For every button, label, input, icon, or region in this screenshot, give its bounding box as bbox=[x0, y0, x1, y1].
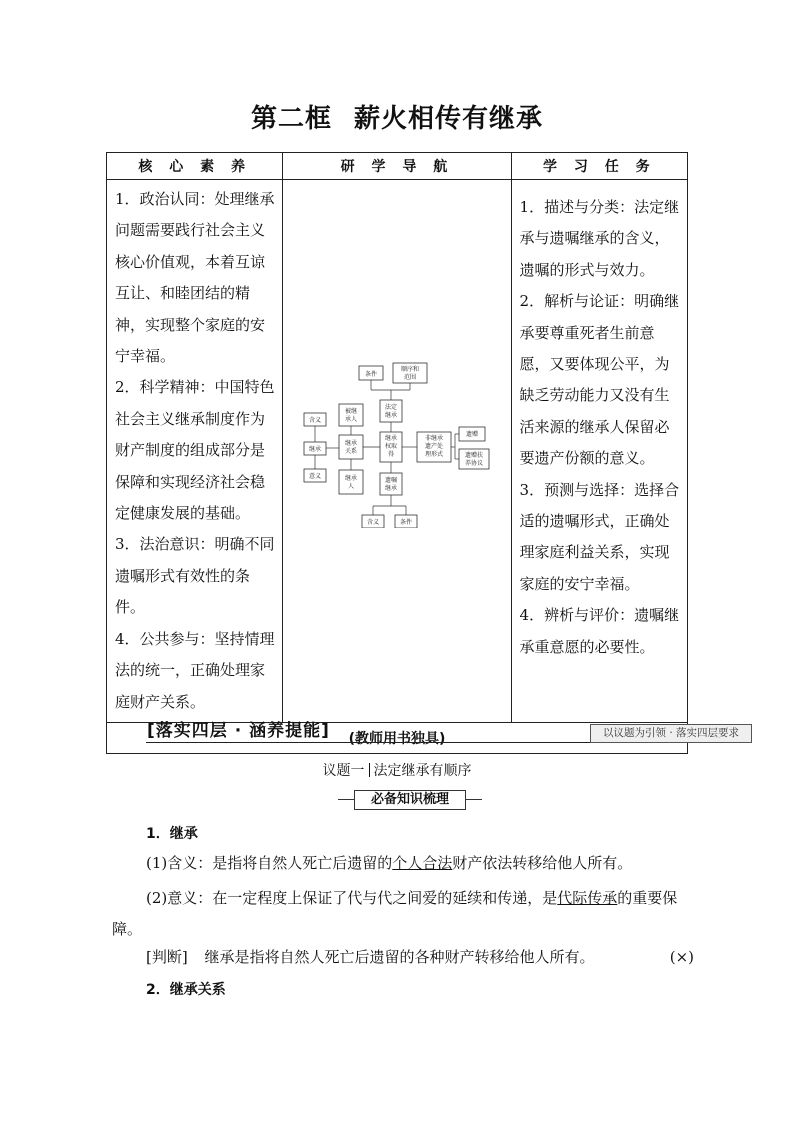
judgement-line bbox=[146, 946, 694, 968]
node-label: 遗赠扶 bbox=[465, 452, 484, 459]
text-segment: 的重要保障。 bbox=[112, 889, 678, 938]
paragraph-significance bbox=[112, 883, 694, 945]
topic-text: 法定继承有顺序 bbox=[373, 763, 472, 779]
node-label: 继承 bbox=[309, 446, 322, 453]
node-label: 继承 bbox=[385, 485, 398, 492]
node-label: 理形式 bbox=[425, 451, 444, 458]
table-footer: (教师用书独具) bbox=[107, 722, 688, 753]
topic-divider bbox=[369, 763, 370, 777]
study-guide-cell bbox=[283, 180, 511, 723]
heading-inheritance-relation: 2．继承关系 bbox=[146, 982, 226, 998]
paragraph-meaning bbox=[146, 852, 694, 874]
header-core-literacy: 核 心 素 养 bbox=[107, 153, 283, 180]
node-label: 被继 bbox=[345, 408, 358, 415]
header-tasks: 学 习 任 务 bbox=[511, 153, 687, 180]
node-label: 承人 bbox=[345, 416, 358, 423]
judge-result: (×) bbox=[669, 948, 694, 966]
node-label: 养协议 bbox=[465, 460, 484, 467]
topic-label: 议题一 bbox=[322, 763, 365, 779]
node-label: 非继承 bbox=[425, 435, 444, 442]
core-literacy-item: 3．法治意识：明确不同遗嘱形式有效性的条件。 bbox=[115, 535, 275, 617]
title-part2: 薪火相传有继承 bbox=[354, 104, 544, 134]
node-label: 继承 bbox=[385, 435, 398, 442]
text-segment: (1)含义：是指将自然人死亡后遗留的 bbox=[146, 854, 393, 872]
text-segment: (2)意义：在一定程度上保证了代与代之间爱的延续和传递，是 bbox=[146, 889, 558, 907]
section-header: [落实四层 · 涵养提能] bbox=[147, 721, 330, 741]
node-label: 继承 bbox=[345, 475, 358, 482]
judge-statement: 继承是指将自然人死亡后遗留的各种财产转移给他人所有。 bbox=[204, 948, 595, 966]
concept-map-diagram bbox=[303, 338, 493, 528]
title-part1: 第二框 bbox=[250, 104, 332, 134]
node-label: 人 bbox=[348, 483, 355, 490]
node-label: 顺序和 bbox=[401, 366, 420, 373]
task-item: 4．辨析与评价：遗嘱继承重意愿的必要性。 bbox=[519, 606, 680, 656]
overview-table bbox=[106, 152, 688, 754]
core-literacy-item: 2．科学精神：中国特色社会主义继承制度作为财产制度的组成部分是保障和实现经济社会稳定健康发展的基础。 bbox=[115, 378, 275, 523]
node-label: 继承 bbox=[345, 440, 358, 447]
node-label: 继承 bbox=[385, 412, 398, 419]
node-box bbox=[339, 470, 363, 494]
node-label: 法定 bbox=[385, 404, 398, 411]
node-label: 权取 bbox=[385, 443, 398, 450]
node-label: 遗产处 bbox=[425, 443, 444, 450]
task-item: 3．预测与选择：选择合适的遗嘱形式，正确处理家庭利益关系，实现家庭的安宁幸福。 bbox=[519, 480, 680, 593]
badge-label: 必备知识梳理 bbox=[354, 790, 466, 810]
node-label: 条件 bbox=[365, 371, 378, 378]
node-label: 遗赠 bbox=[466, 431, 479, 438]
tasks-cell bbox=[511, 180, 687, 723]
node-label: 含义 bbox=[309, 417, 322, 424]
underlined-term: 个人合法 bbox=[392, 854, 453, 872]
text-segment: 财产依法转移给他人所有。 bbox=[452, 854, 633, 872]
judge-tag: [判断] bbox=[146, 948, 188, 966]
task-item: 2．解析与论证：明确继承要尊重死者生前意愿，又要体现公平，为缺乏劳动能力又没有生活来源的继承人保留必要遗产份额的意义。 bbox=[519, 292, 680, 468]
section-tag: 以议题为引领 · 落实四层要求 bbox=[590, 724, 752, 743]
underlined-term: 代际传承 bbox=[557, 889, 618, 907]
knowledge-badge bbox=[338, 790, 482, 808]
node-box bbox=[339, 435, 363, 459]
node-label: 含义 bbox=[367, 519, 380, 526]
section-divider bbox=[146, 742, 590, 743]
node-label: 条件 bbox=[400, 519, 413, 526]
node-label: 得 bbox=[388, 451, 395, 458]
header-study-guide: 研 学 导 航 bbox=[283, 153, 511, 180]
node-label: 关系 bbox=[345, 448, 358, 455]
topic-heading bbox=[0, 760, 794, 780]
page-title bbox=[0, 98, 794, 135]
node-label: 意义 bbox=[309, 473, 322, 480]
core-literacy-cell bbox=[107, 180, 283, 723]
core-literacy-item: 1．政治认同：处理继承问题需要践行社会主义核心价值观，本着互谅互让、和睦团结的精神，实现整个家庭的安宁幸福。 bbox=[115, 190, 275, 366]
task-item: 1．描述与分类：法定继承与遗嘱继承的含义，遗嘱的形式与效力。 bbox=[519, 198, 680, 279]
node-label: 遗嘱 bbox=[385, 477, 398, 484]
node-label: 范围 bbox=[404, 374, 417, 381]
core-literacy-item: 4．公共参与：坚持情理法的统一，正确处理家庭财产关系。 bbox=[115, 629, 275, 711]
heading-inheritance: 1．继承 bbox=[146, 826, 198, 842]
